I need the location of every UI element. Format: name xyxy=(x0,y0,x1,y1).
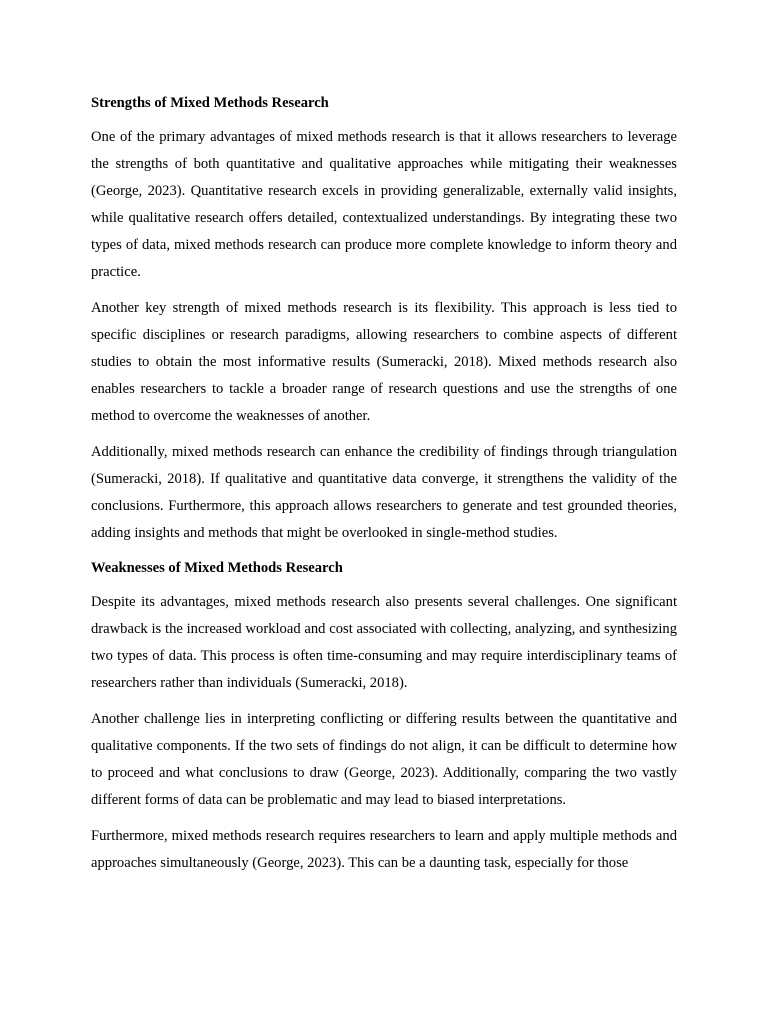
section-heading: Strengths of Mixed Methods Research xyxy=(91,95,329,111)
strengths-section xyxy=(91,91,677,547)
paragraph: Additionally, mixed methods research can enhance the credibility of findings through triangulation (Sumeracki, 2018). If qualitative and quantitative data converge, it strengthens the validity of the conclusions. Furthermore, this approach allows researchers to generate and test grounded theories, adding insights and methods that might be overlooked in single-method studies. xyxy=(91,444,677,541)
paragraph: One of the primary advantages of mixed methods research is that it allows researchers to leverage the strengths of both quantitative and qualitative approaches while mitigating their weaknesses (George, 2023). Quantitative research excels in providing generalizable, externally valid insights, while qualitative research offers detailed, contextualized understandings. By integrating these two types of data, mixed methods research can produce more complete knowledge to inform theory and practice. xyxy=(91,129,677,280)
weaknesses-section xyxy=(91,556,677,877)
paragraph: Another key strength of mixed methods research is its flexibility. This approach is less tied to specific disciplines or research paradigms, allowing researchers to combine aspects of different studies to obtain the most informative results (Sumeracki, 2018). Mixed methods research also enables researchers to tackle a broader range of research questions and use the strengths of one method to overcome the weaknesses of another. xyxy=(91,300,677,424)
section-heading: Weaknesses of Mixed Methods Research xyxy=(91,560,343,576)
paragraph: Despite its advantages, mixed methods research also presents several challenges. One significant drawback is the increased workload and cost associated with collecting, analyzing, and synthesizing two types of data. This process is often time-consuming and may require interdisciplinary teams of researchers rather than individuals (Sumeracki, 2018). xyxy=(91,594,677,691)
paragraph: Furthermore, mixed methods research requires researchers to learn and apply multiple methods and approaches simultaneously (George, 2023). This can be a daunting task, especially for those xyxy=(91,828,677,871)
paragraph: Another challenge lies in interpreting conflicting or differing results between the quantitative and qualitative components. If the two sets of findings do not align, it can be difficult to determine how to proceed and what conclusions to draw (George, 2023). Additionally, comparing the two vastly different forms of data can be problematic and may lead to biased interpretations. xyxy=(91,711,677,808)
